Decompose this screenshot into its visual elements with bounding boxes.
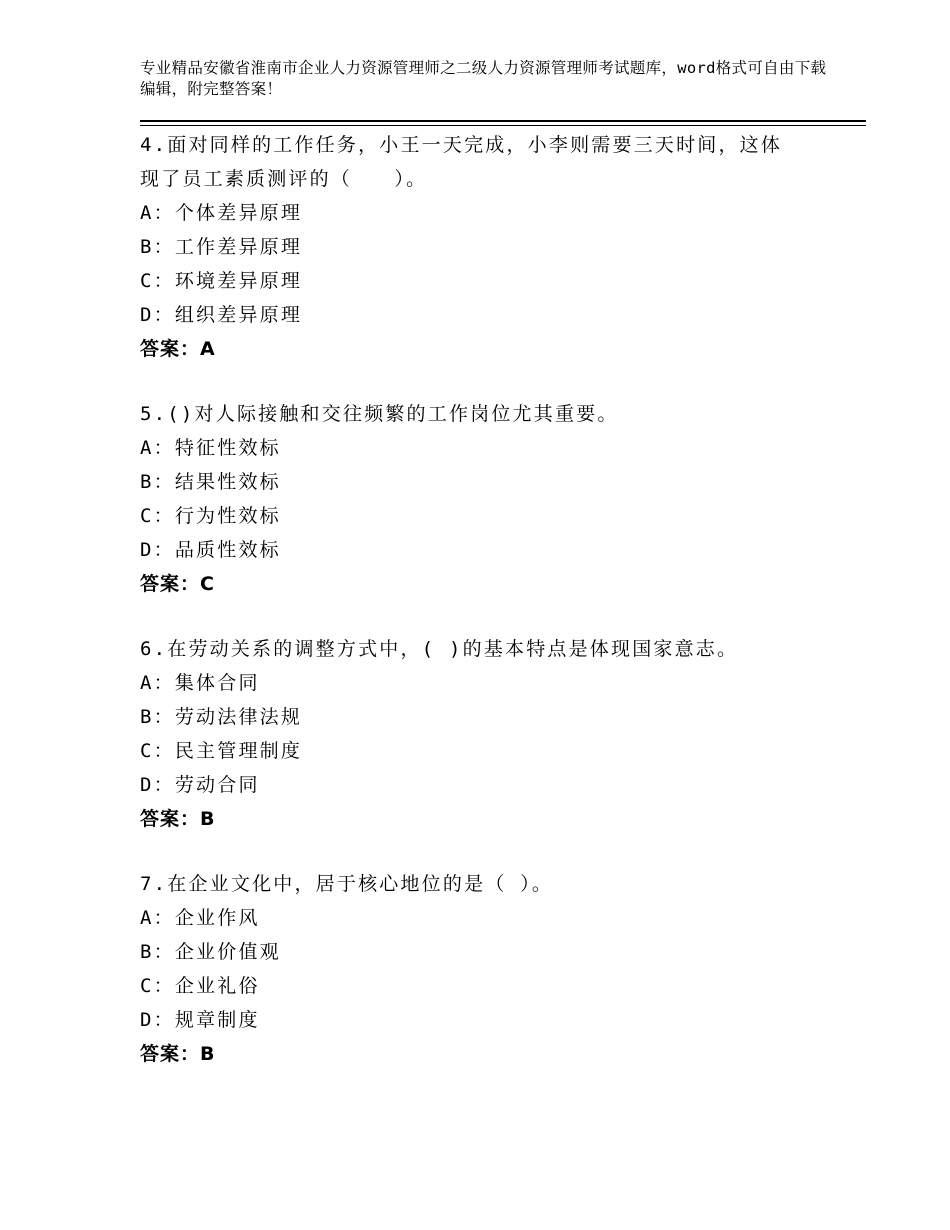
option-a: A：集体合同 <box>140 672 260 694</box>
question-6 <box>140 632 860 836</box>
option-a: A：个体差异原理 <box>140 202 303 224</box>
option-b: B：工作差异原理 <box>140 236 303 258</box>
question-list <box>140 128 860 1102</box>
header-rule-thin <box>140 125 866 126</box>
option-d: D：品质性效标 <box>140 539 281 561</box>
option-a: A：企业作风 <box>140 907 260 929</box>
header-rule-thick <box>140 120 866 122</box>
answer-label: 答案：B <box>140 1043 216 1065</box>
option-b: B：企业价值观 <box>140 941 281 963</box>
option-d: D：劳动合同 <box>140 774 260 796</box>
question-stem-line: 现了员工素质测评的（ ）。 <box>140 168 428 190</box>
document-header: 专业精品安徽省淮南市企业人力资源管理师之二级人力资源管理师考试题库，word格式可自由下载编辑，附完整答案！ <box>140 59 827 98</box>
option-b: B：结果性效标 <box>140 471 281 493</box>
option-d: D：组织差异原理 <box>140 304 303 326</box>
option-c: C：企业礼俗 <box>140 975 260 997</box>
answer-label: 答案：A <box>140 338 216 360</box>
question-stem-line: 6.在劳动关系的调整方式中，( )的基本特点是体现国家意志。 <box>140 638 739 660</box>
option-b: B：劳动法律法规 <box>140 706 303 728</box>
question-stem-line: 4.面对同样的工作任务，小王一天完成，小李则需要三天时间，这体 <box>140 134 783 156</box>
option-c: C：行为性效标 <box>140 505 281 527</box>
question-stem-line: 7.在企业文化中，居于核心地位的是（ ）。 <box>140 873 554 895</box>
option-a: A：特征性效标 <box>140 437 281 459</box>
option-c: C：民主管理制度 <box>140 740 303 762</box>
option-d: D：规章制度 <box>140 1009 260 1031</box>
question-4 <box>140 128 860 366</box>
option-c: C：环境差异原理 <box>140 270 303 292</box>
answer-label: 答案：B <box>140 808 216 830</box>
answer-label: 答案：C <box>140 573 215 595</box>
question-stem-line: 5.()对人际接触和交往频繁的工作岗位尤其重要。 <box>140 403 619 425</box>
question-7 <box>140 867 860 1071</box>
question-5 <box>140 397 860 601</box>
